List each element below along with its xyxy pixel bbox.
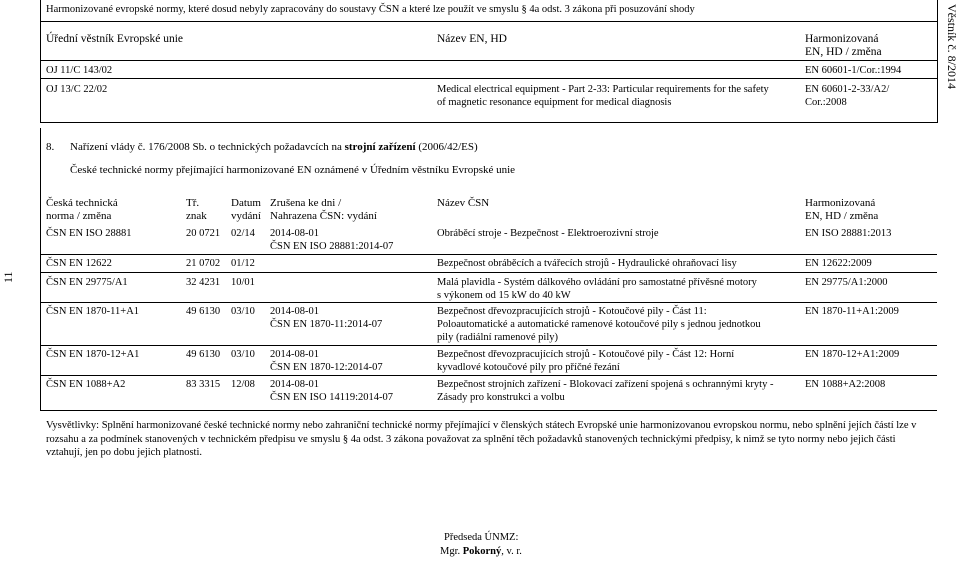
col-header-harmonized: Harmonizovaná xyxy=(805,197,876,209)
divider xyxy=(40,60,937,61)
col-header-date: Datum xyxy=(231,197,261,209)
row-name-line2: Poloautomatické a automatické ramenové kotoučové pily s jednou jednotkou xyxy=(437,319,761,330)
row-class: 21 0702 xyxy=(186,258,221,269)
row-name-line1: Bezpečnost obráběcích a tvářecích strojů - Hydraulické ohraňovací lisy xyxy=(437,258,737,269)
row-harmonized: EN 12622:2009 xyxy=(805,258,872,269)
row-name-line1: Bezpečnost strojních zařízení - Blokovací zařízení spojená s ochrannými kryty - xyxy=(437,379,774,390)
row-name-line1: Malá plavidla - Systém dálkového ovládání pro samostatné přívěsné motory xyxy=(437,277,757,288)
row-harmonized: EN 1870-12+A1:2009 xyxy=(805,349,900,360)
divider xyxy=(40,410,937,411)
header-name: Název EN, HD xyxy=(437,33,507,45)
divider xyxy=(40,302,937,303)
divider xyxy=(40,254,937,255)
row-replaced-date: 2014-08-01 xyxy=(270,306,319,317)
col-header-replaced-2: Nahrazena ČSN: vydání xyxy=(270,210,377,222)
signature-surname: Pokorný xyxy=(462,546,502,557)
col-header-class-2: znak xyxy=(186,210,207,222)
top-row-harmonized-line1: EN 60601-2-33/A2/ xyxy=(805,84,890,95)
row-name-line1: Obráběcí stroje - Bezpečnost - Elektroerozivní stroje xyxy=(437,228,659,239)
footnote-explanation: Vysvětlivky: Splnění harmonizované české technické normy nebo zahraniční technické normy přejímající v členských státech Evropské unie harmonizovanou evropskou normu, nebo splnění jejích částí lze v rozsahu a za podmínek stanovených v technickém předpisu ve smyslu § 4a odst. 3 zákona považovat za splnění těch požadavků stanovených technickými předpisy, k nimž se tyto normy nebo jejich části vztahují, jen po dobu jejich platnosti. xyxy=(46,420,917,458)
row-csn: ČSN EN ISO 28881 xyxy=(46,228,132,239)
row-date: 01/12 xyxy=(231,258,255,269)
row-class: 49 6130 xyxy=(186,349,221,360)
divider xyxy=(40,345,937,346)
section-number: 8. xyxy=(46,141,55,153)
row-class: 83 3315 xyxy=(186,379,221,390)
top-row-name-line1: Medical electrical equipment - Part 2-33: Particular requirements for the safety xyxy=(437,84,769,95)
row-replaced-by: ČSN EN 1870-11:2014-07 xyxy=(270,319,383,330)
row-harmonized: EN ISO 28881:2013 xyxy=(805,228,892,239)
col-header-csn-2: norma / změna xyxy=(46,210,112,222)
row-date: 03/10 xyxy=(231,349,255,360)
row-class: 49 6130 xyxy=(186,306,221,317)
top-row-harmonized-line2: Cor.:2008 xyxy=(805,97,847,108)
row-name-line1: Bezpečnost dřevozpracujících strojů - Kotoučové pily - Část 11: xyxy=(437,306,707,317)
row-replaced-date: 2014-08-01 xyxy=(270,228,319,239)
col-header-class: Tř. xyxy=(186,197,200,209)
row-csn: ČSN EN 1870-12+A1 xyxy=(46,349,140,360)
row-harmonized: EN 29775/A1:2000 xyxy=(805,277,888,288)
top-title: Harmonizované evropské normy, které dosud nebyly zapracovány do soustavy ČSN a které lze použít ve smyslu § 4a odst. 3 zákona při posuzování shody xyxy=(46,4,695,15)
divider xyxy=(40,21,937,22)
col-header-replaced: Zrušena ke dni / xyxy=(270,197,342,209)
row-name-line2: s výkonem od 15 kW do 40 kW xyxy=(437,290,571,301)
header-journal: Úřední věstník Evropské unie xyxy=(46,33,184,45)
row-replaced-by: ČSN EN 1870-12:2014-07 xyxy=(270,362,383,373)
row-replaced-date: 2014-08-01 xyxy=(270,379,319,390)
journal-issue-label: Věstník č. 8/2014 xyxy=(945,4,959,89)
divider xyxy=(40,375,937,376)
section-subtitle: České technické normy přejímající harmonizované EN oznámené v Úředním věstníku Evropské unie xyxy=(70,164,516,176)
divider xyxy=(40,272,937,273)
section-title: Nařízení vlády č. 176/2008 Sb. o technických požadavcích na strojní zařízení (2006/42/ES) xyxy=(70,141,478,153)
row-name-line3: pily (radiální ramenové pily) xyxy=(437,332,559,343)
header-harmonized-change: EN, HD / změna xyxy=(805,46,882,58)
top-row-harmonized: EN 60601-1/Cor.:1994 xyxy=(805,65,902,76)
top-row-journal: OJ 13/C 22/02 xyxy=(46,84,108,95)
top-row-journal: OJ 11/C 143/02 xyxy=(46,65,113,76)
row-csn: ČSN EN 1088+A2 xyxy=(46,379,126,390)
page-number: 11 xyxy=(1,271,15,283)
row-csn: ČSN EN 29775/A1 xyxy=(46,277,128,288)
row-name-line2: Zásady pro konstrukci a volbu xyxy=(437,392,565,403)
divider xyxy=(40,78,937,79)
col-header-date-2: vydání xyxy=(231,210,261,222)
row-date: 02/14 xyxy=(231,228,255,239)
col-header-csn: Česká technická xyxy=(46,197,118,209)
row-date: 12/08 xyxy=(231,379,255,390)
row-replaced-by: ČSN EN ISO 28881:2014-07 xyxy=(270,241,394,252)
row-harmonized: EN 1870-11+A1:2009 xyxy=(805,306,899,317)
row-name-line1: Bezpečnost dřevozpracujících strojů - Kotoučové pily - Část 12: Horní xyxy=(437,349,735,360)
header-harmonized: Harmonizovaná xyxy=(805,33,879,45)
row-class: 20 0721 xyxy=(186,228,221,239)
left-margin-rule xyxy=(40,128,41,410)
row-class: 32 4231 xyxy=(186,277,221,288)
row-harmonized: EN 1088+A2:2008 xyxy=(805,379,886,390)
col-header-harmonized-2: EN, HD / změna xyxy=(805,210,879,222)
signature-role: Předseda ÚNMZ: xyxy=(444,532,519,543)
top-row-name-line2: of magnetic resonance equipment for medical diagnosis xyxy=(437,97,672,108)
row-replaced-by: ČSN EN ISO 14119:2014-07 xyxy=(270,392,393,403)
row-csn: ČSN EN 12622 xyxy=(46,258,112,269)
signature-name: Mgr. Pokorný, v. r. xyxy=(440,546,522,557)
col-header-name: Název ČSN xyxy=(437,197,490,209)
section-title-bold: strojní zařízení xyxy=(344,141,416,153)
row-name-line2: kyvadlové kotoučové pily pro příčné řezání xyxy=(437,362,620,373)
row-csn: ČSN EN 1870-11+A1 xyxy=(46,306,140,317)
row-replaced-date: 2014-08-01 xyxy=(270,349,319,360)
row-date: 03/10 xyxy=(231,306,255,317)
row-date: 10/01 xyxy=(231,277,255,288)
